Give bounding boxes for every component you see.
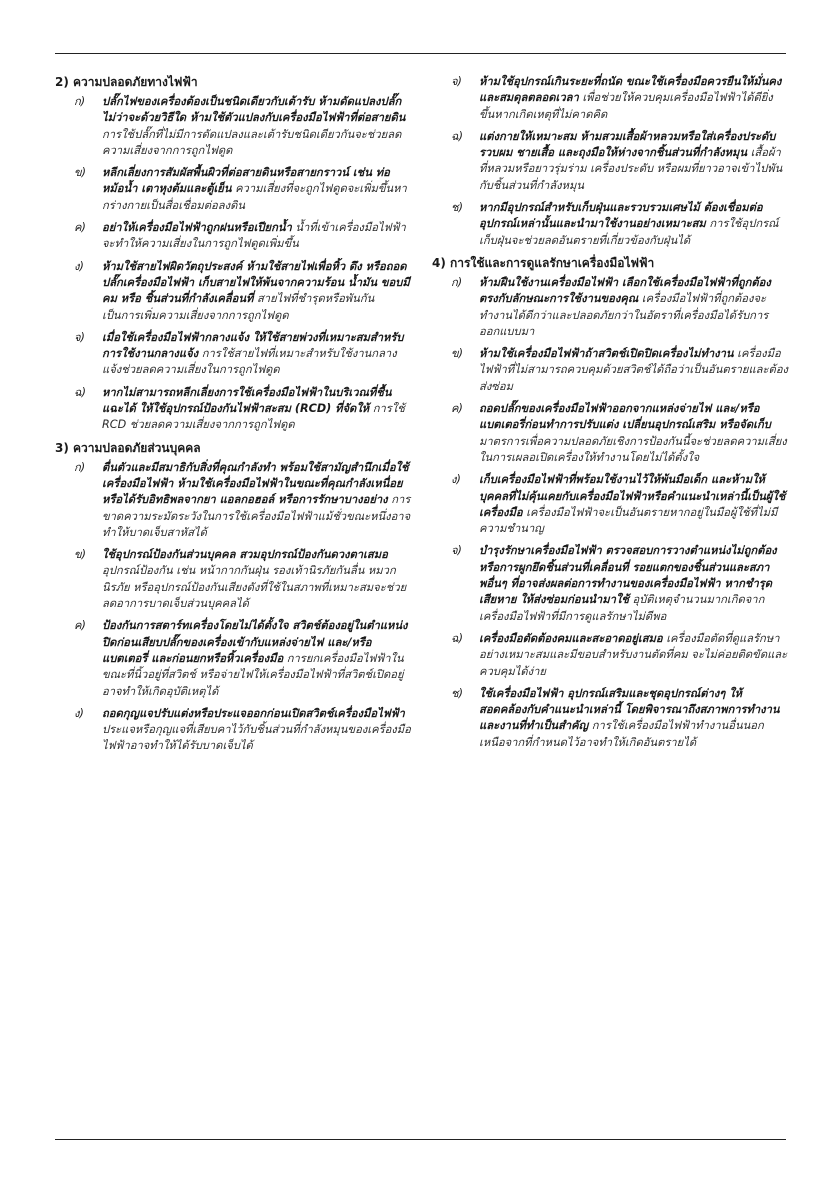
item-bold-text: ใช้เครื่องมือไฟฟ้า อุปกรณ์เสริมและชุดอุปกรณ์ต่างๆ ให้สอดคล้องกับคำแนะนำเหล่านี้ โดยพิจารณาถึงสภาพการทำงานและงานที่ทำเป็นสำคัญ [479,686,780,733]
list-item [432,472,788,537]
item-body-text: การยกเครื่องมือไฟฟ้าในขณะที่นิ้วอยู่ที่สวิตช์ หรือจ่ายไฟให้เครื่องมือไฟฟ้าที่สวิตช์เปิดอยู่ อาจทำให้เกิดอุบัติเหตุได้ [102,651,404,698]
list-item [432,200,788,249]
list-item [432,74,788,123]
list-item [432,129,788,194]
list-item [432,401,788,466]
item-bold-text: ใช้อุปกรณ์ป้องกันส่วนบุคคล สวมอุปกรณ์ป้องกันดวงตาเสมอ [102,548,388,562]
item-bold-text: ถอดกุญแจปรับแต่งหรือประแจออกก่อนเปิดสวิตช์เครื่องมือไฟฟ้า [102,706,405,720]
item-body-text: ความเสี่ยงที่จะถูกไฟดูดจะเพิ่มขึ้นหากร่างกายเป็นสื่อเชื่อมต่อลงดิน [102,182,407,212]
list-item [55,547,411,612]
right-column [432,74,788,757]
item-marker: ข) [74,548,87,562]
item-bold-text: ถอดปลั๊กของเครื่องมือไฟฟ้าออกจากแหล่งจ่ายไฟ และ/หรือ แบตเตอรี่ก่อนทำการปรับแต่ง เปลี่ยนอุปกรณ์เสริม หรือจัดเก็บ [479,402,771,432]
list-item [55,460,411,541]
left-column [55,74,411,761]
item-bold-text: เก็บเครื่องมือไฟฟ้าที่พร้อมใช้งานไว้ให้พ้นมือเด็ก และห้ามให้บุคคลที่ไม่คุ้นเคยกับเครื่องมือไฟฟ้าหรือคำแนะนำเหล่านี้เป็นผู้ใช้เครื่องมือ [479,473,786,519]
list-item [55,330,411,379]
item-marker: ฉ) [74,385,86,399]
item-body-text: อุปกรณ์ป้องกัน เช่น หน้ากากกันฝุ่น รองเท้านิรภัยกันลื่น หมวกนิรภัย หรืออุปกรณ์ป้องกันเสียงดังที่ใช้ในสภาพที่เหมาะสมจะช่วยลดอาการบาดเจ็บส่วนบุคคลได้ [102,564,407,611]
item-marker: จ) [74,330,85,344]
item-marker: ก) [451,275,463,289]
item-body-text: เครื่องมือตัดที่ดูแลรักษาอย่างเหมาะสมและมีขอบสำหรับงานตัดที่คม จะไม่ค่อยติดขัดและควบคุมได้ง่าย [479,631,788,678]
item-marker: ค) [74,221,86,235]
list-item [55,220,411,253]
item-marker: ข) [451,347,464,361]
item-marker: ฉ) [451,631,463,645]
item-marker: ค) [451,402,463,416]
item-bold-text: เมื่อใช้เครื่องมือไฟฟ้ากลางแจ้ง ให้ใช้สายพ่วงที่เหมาะสมสำหรับการใช้งานกลางแจ้ง [102,330,404,361]
item-bold-text: หากไม่สามารถหลีกเลี่ยงการใช้เครื่องมือไฟฟ้าในบริเวณที่ชื้นแฉะได้ ให้ใช้อุปกรณ์ป้องกันไฟฟ้าสะสม (RCD) ที่จัดให้ [102,385,392,416]
item-bold-text: เครื่องมือตัดต้องคมและสะอาดอยู่เสมอ [479,631,663,645]
item-marker: ช) [451,201,463,215]
item-marker: ง) [74,706,84,720]
item-bold-text: หลีกเลี่ยงการสัมผัสพื้นผิวที่ต่อสายดินหรือสายกราวน์ เช่น ท่อ หม้อน้ำ เตาหุงต้มและตู้เย็น [102,166,390,196]
item-bold-text: บำรุงรักษาเครื่องมือไฟฟ้า ตรวจสอบการวางตำแหน่งไม่ถูกต้องหรือการผูกยึดชิ้นส่วนที่เคลื่อนที่ รอยแตกของชิ้นส่วนและสภาพอื่นๆ ที่อาจส่งผลต่อการทำงานของเครื่องมือไฟฟ้า หากชำรุดเสียหาย ให้ส่งซ่อมก่อนนำมาใช้ [479,544,777,607]
list-item [55,259,411,324]
list-item [432,346,788,395]
item-body-text: เครื่องมือไฟฟ้าที่ไม่สามารถควบคุมด้วยสวิตช์ได้ถือว่าเป็นอันตรายและต้องส่งซ่อม [479,347,788,393]
item-bold-text: ห้ามใช้เครื่องมือไฟฟ้าถ้าสวิตช์เปิดปิดเครื่องไม่ทำงาน [479,347,734,361]
item-bold-text: ห้ามฝืนใช้งานเครื่องมือไฟฟ้า เลือกใช้เครื่องมือไฟฟ้าที่ถูกต้องตรงกับลักษณะการใช้งานของคุณ [479,275,771,306]
item-bold-text: อย่าให้เครื่องมือไฟฟ้าถูกฝนหรือเปียกน้ำ [102,221,292,235]
list-item [432,543,788,624]
item-body-text: อุบัติเหตุจำนวนมากเกิดจากเครื่องมือไฟฟ้าที่มีการดูแลรักษาไม่ดีพอ [479,593,765,623]
header-rule [55,53,786,54]
item-marker: ง) [74,259,84,273]
item-body-text: เครื่องมือไฟฟ้าจะเป็นอันตรายหากอยู่ในมือผู้ใช้ที่ไม่มีความชำนาญ [479,505,778,536]
footer-rule [55,1139,786,1140]
item-body-text: การขาดความระมัดระวังในการใช้เครื่องมือไฟฟ้าแม้ชั่วขณะหนึ่งอาจทำให้บาดเจ็บสาหัสได้ [102,493,411,539]
section-heading-electrical-safety: 2) ความปลอดภัยทางไฟฟ้า [55,75,198,89]
item-bold-text: ห้ามใช้อุปกรณ์เกินระยะที่ถนัด ขณะใช้เครื่องมือควรยืนให้มั่นคงและสมดุลตลอดเวลา [479,75,782,105]
list-item [55,94,411,159]
list-item [55,165,411,214]
item-marker: จ) [451,544,462,558]
list-item [55,385,411,434]
item-body-text: น้ำที่เข้าเครื่องมือไฟฟ้าจะทำให้ความเสี่ยงในการถูกไฟดูดเพิ่มขึ้น [102,221,406,251]
item-body-text: เสื้อผ้าที่หลวมหรือยาวรุ่มร่าม เครื่องประดับ หรือผมที่ยาวอาจเข้าไปพันกับชิ้นส่วนที่กำลังหมุน [479,146,783,192]
item-body-text: การใช้สายไฟที่เหมาะสำหรับใช้งานกลางแจ้งช่วยลดความเสี่ยงในการถูกไฟดูด [102,347,397,377]
item-body-text: การใช้อุปกรณ์เก็บฝุ่นจะช่วยลดอันตรายที่เกี่ยวข้องกับฝุ่นได้ [479,217,779,247]
item-marker: ก) [74,460,86,474]
item-body-text: เพื่อช่วยให้ควบคุมเครื่องมือไฟฟ้าได้ดียิ่งขึ้นหากเกิดเหตุที่ไม่คาดคิด [479,91,773,121]
section-heading-personal-safety: 3) ความปลอดภัยส่วนบุคคล [55,440,201,455]
item-body-text: ประแจหรือกุญแจที่เสียบคาไว้กับชิ้นส่วนที่กำลังหมุนของเครื่องมือไฟฟ้าอาจทำให้ได้รับบาดเจ็บได้ [102,723,411,753]
item-body-text: การใช้ปลั๊กที่ไม่มีการดัดแปลงและเต้ารับชนิดเดียวกันจะช่วยลดความเสี่ยงจากการถูกไฟดูด [102,127,402,157]
list-item [432,275,788,340]
item-marker: ฉ) [451,129,463,143]
item-body-text: มาตรการเพื่อความปลอดภัยเชิงการป้องกันนี้จะช่วยลดความเสี่ยงในการเผลอเปิดเครื่องให้ทำงานโดยไม่ได้ตั้งใจ [479,434,787,464]
item-bold-text: ป้องกันการสตาร์ทเครื่องโดยไม่ได้ตั้งใจ สวิตช์ต้องอยู่ในตำแหน่งปิดก่อนเสียบปลั๊กของเครื่องเข้ากับแหล่งจ่ายไฟ และ/หรือแบตเตอรี่ และก่อนยกหรือหิ้วเครื่องมือ [102,619,408,665]
section-heading-tool-use-care: 4) การใช้และการดูแลรักษาเครื่องมือไฟฟ้า [432,255,655,270]
item-marker: ง) [451,473,461,487]
item-body-text: เครื่องมือไฟฟ้าที่ถูกต้องจะทำงานได้ดีกว่าและปลอดภัยกว่าในอัตราที่เครื่องมือได้รับการออกแบบมา [479,292,769,338]
item-body-text: การใช้เครื่องมือไฟฟ้าทำงานอื่นนอกเหนือจากที่กำหนดไว้อาจทำให้เกิดอันตรายได้ [479,719,764,749]
item-marker: ก) [74,95,86,108]
item-bold-text: แต่งกายให้เหมาะสม ห้ามสวมเสื้อผ้าหลวมหรือใส่เครื่องประดับ รวบผม ชายเสื้อ และถุงมือให้ห่างจากชิ้นส่วนที่กำลังหมุน [479,129,776,160]
item-marker: ช) [451,686,463,700]
item-bold-text: ปลั๊กไฟของเครื่องต้องเป็นชนิดเดียวกับเต้ารับ ห้ามดัดแปลงปลั๊กไม่ว่าจะด้วยวิธีใด ห้ามใช้ตัวแปลงกับเครื่องมือไฟฟ้าที่ต่อสายดิน [102,95,406,125]
item-body-text: การใช้ RCD ช่วยลดความเสี่ยงจากการถูกไฟดูด [102,402,405,432]
item-marker: จ) [451,75,462,88]
list-item [55,618,411,699]
item-bold-text: ห้ามใช้สายไฟผิดวัตถุประสงค์ ห้ามใช้สายไฟเพื่อหิ้ว ดึง หรือถอดปลั๊กเครื่องมือไฟฟ้า เก็บสายไฟให้พ้นจากความร้อน น้ำมัน ขอบมีคม หรือ ชิ้นส่วนที่กำลังเคลื่อนที่ [102,259,410,306]
list-item [55,706,411,755]
item-marker: ค) [74,619,86,633]
item-marker: ข) [74,166,87,180]
item-bold-text: ตื่นตัวและมีสมาธิกับสิ่งที่คุณกำลังทำ พร้อมใช้สามัญสำนึกเมื่อใช้เครื่องมือไฟฟ้า ห้ามใช้เครื่องมือไฟฟ้าในขณะที่คุณกำลังเหนื่อยหรือได้รับอิทธิพลจากยา แอลกอฮอล์ หรือการรักษาบางอย่าง [102,460,409,507]
list-item [432,631,788,680]
item-body-text: สายไฟที่ชำรุดหรือพันกันเป็นการเพิ่มความเสี่ยงจากการถูกไฟดูด [102,292,375,322]
list-item [432,686,788,751]
item-bold-text: หากมีอุปกรณ์สำหรับเก็บฝุ่นและรวบรวมเศษไม้ ต้องเชื่อมต่ออุปกรณ์เหล่านั้นและนำมาใช้งานอย่างเหมาะสม [479,201,763,231]
